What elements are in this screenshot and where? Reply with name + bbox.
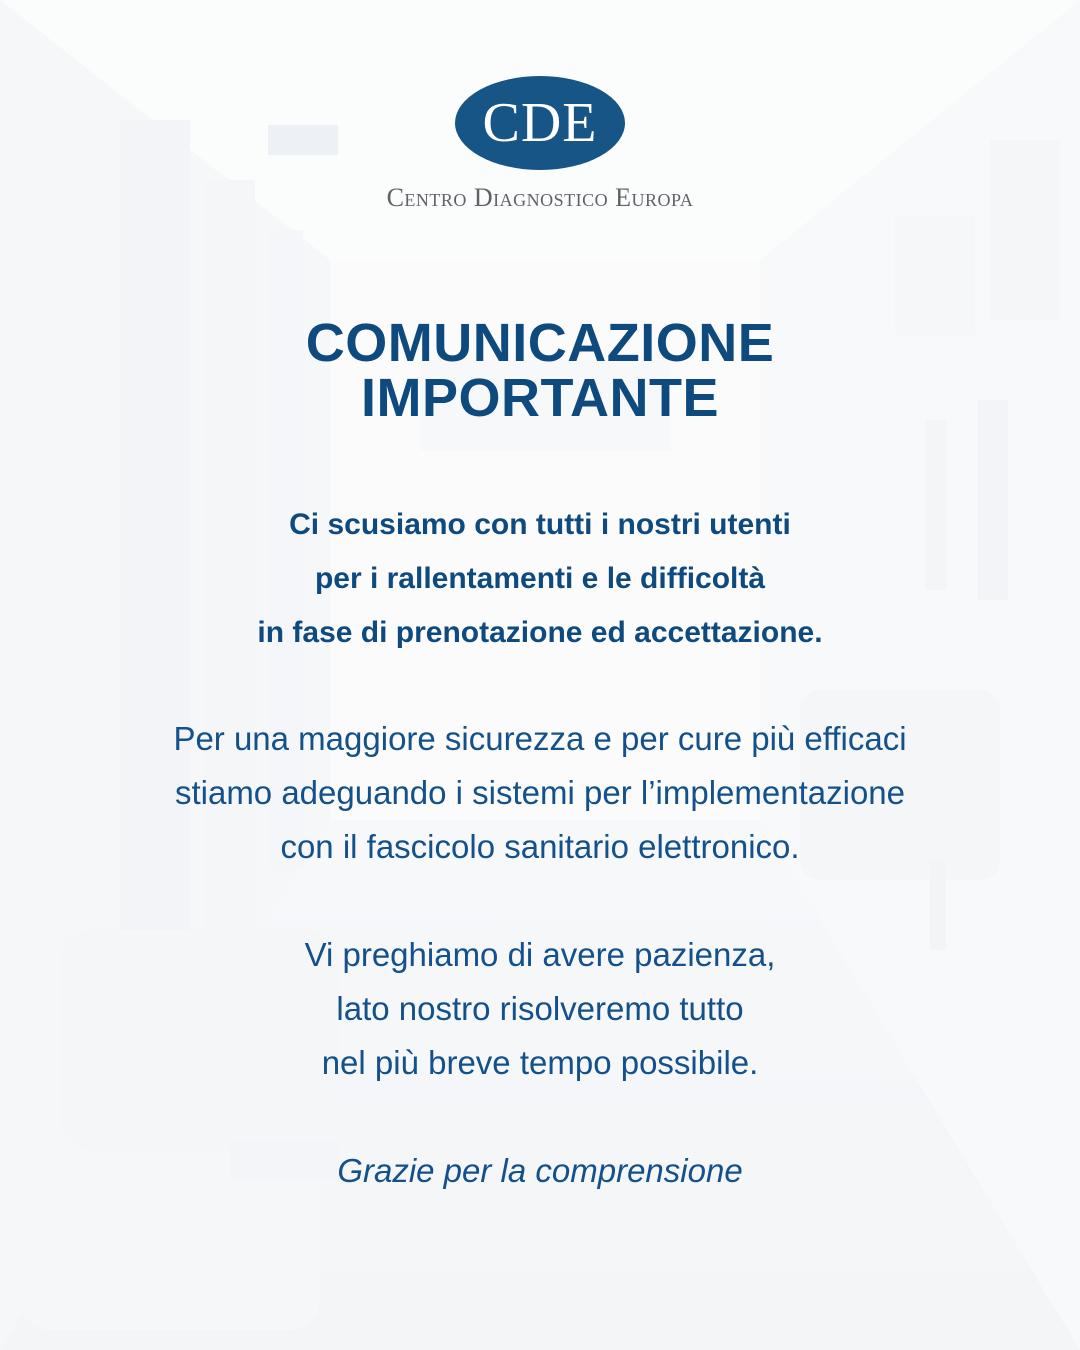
- brand-name: Centro Diagnostico Europa: [386, 183, 694, 212]
- paragraph-line: con il fascicolo sanitario elettronico.: [280, 828, 800, 865]
- paragraph-line: stiamo adeguando i sistemi per l’implementazione: [174, 774, 906, 811]
- paragraph-line: Per una maggiore sicurezza e per cure più efficaci: [173, 720, 907, 757]
- title-line-1: COMUNICAZIONE: [305, 313, 775, 373]
- paragraph-line: nel più breve tempo possibile.: [321, 1044, 759, 1081]
- apology-paragraph: [0, 498, 1080, 660]
- closing-thanks: Grazie per la comprensione: [337, 1152, 743, 1189]
- title-line-2: IMPORTANTE: [361, 368, 719, 428]
- apology-line: in fase di prenotazione ed accettazione.: [257, 616, 823, 649]
- logo-oval: [455, 76, 625, 170]
- system-update-paragraph: [0, 712, 1080, 874]
- apology-line: per i rallentamenti e le difficoltà: [314, 562, 766, 595]
- paragraph-line: lato nostro risolveremo tutto: [336, 990, 744, 1027]
- logo-monogram: CDE: [482, 92, 598, 154]
- page-title: [0, 313, 1080, 428]
- apology-line: Ci scusiamo con tutti i nostri utenti: [289, 508, 791, 541]
- patience-paragraph: [0, 928, 1080, 1090]
- paragraph-line: Vi preghiamo di avere pazienza,: [304, 936, 776, 973]
- cde-logo: [455, 76, 625, 170]
